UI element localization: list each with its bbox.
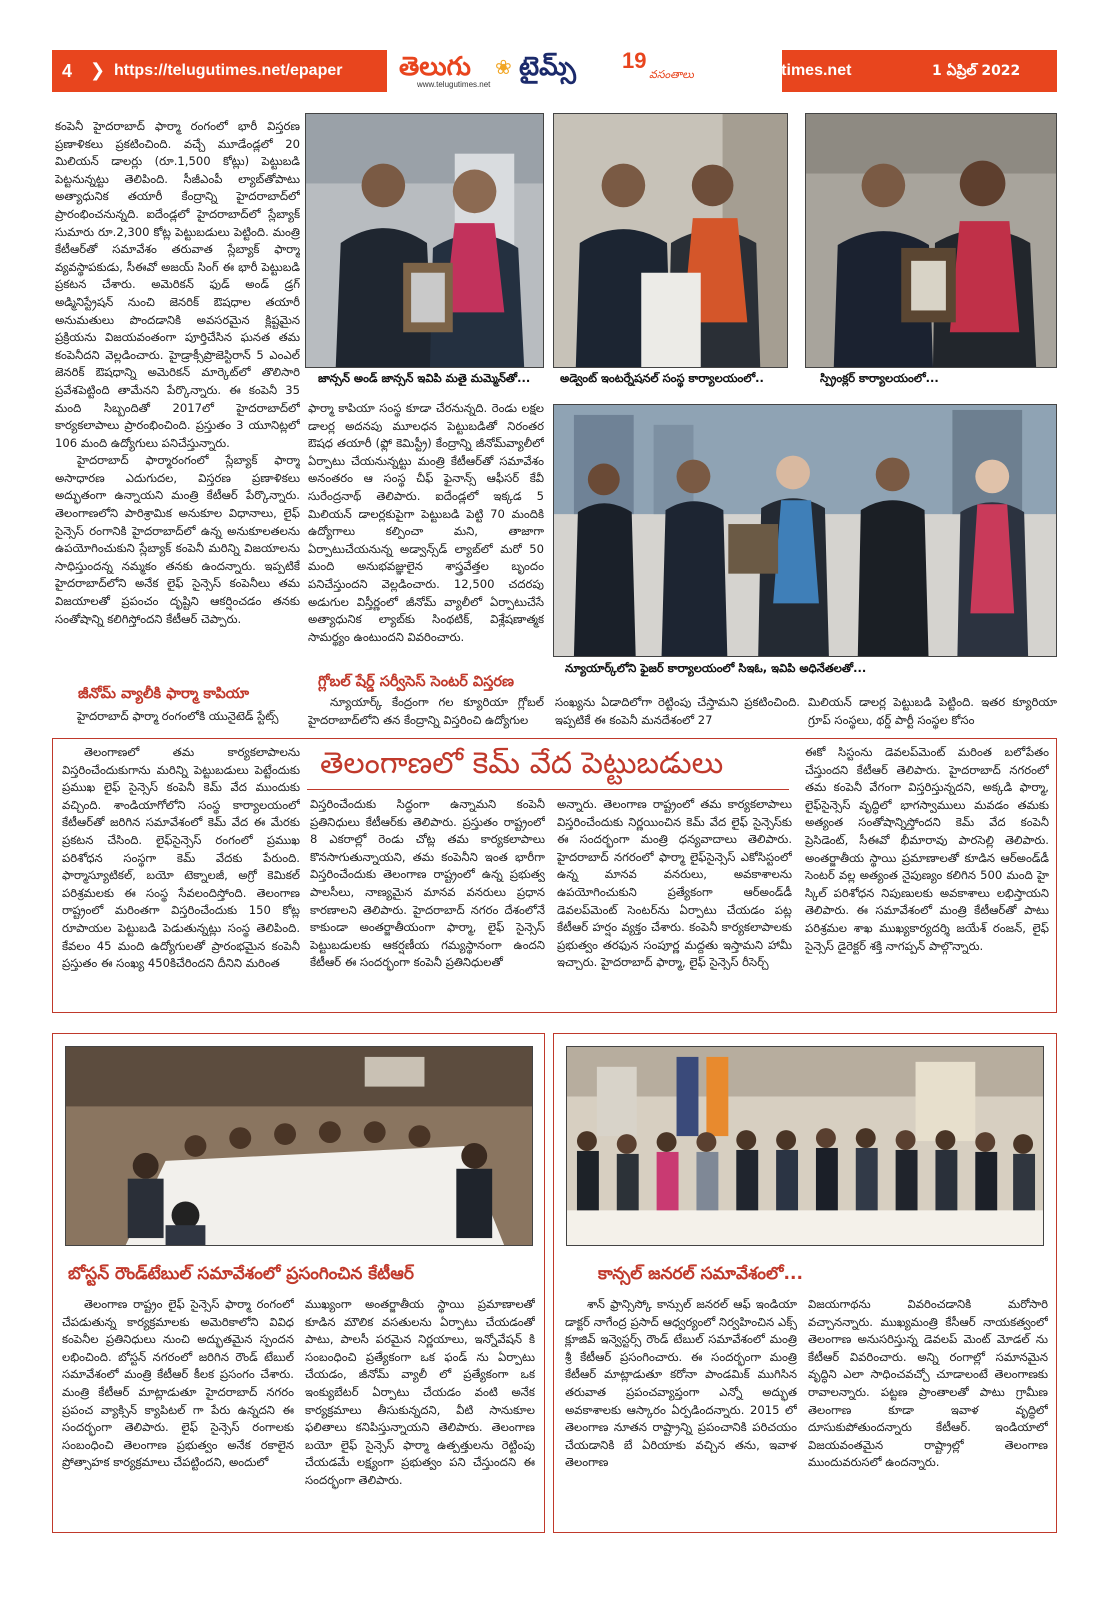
epaper-link[interactable]: https://telugutimes.net/epaper xyxy=(114,62,343,79)
article-paragraph: విస్తరించేందుకు సిద్ధంగా ఉన్నామని కంపెనీ ప్రతినిధులు కేటీఆర్‌కు తెలిపారు. ప్రస్తుతం రాష్ట్రంలో 8 ఎకరాల్లో రెండు చోట్ల తమ కార్యకలాపాలు కొనసాగుతున్నాయని, తమ కంపెనీని ఇంత భారీగా విస్తరించేందుకు తెలంగాణ రాష్ట్రంలో ఉన్న ప్రభుత్వ పాలసీలు, నాణ్యమైన మానవ వనరులు ప్రధాన కారణాలని తెలిపారు. హైదరాబాద్ నగరం దేశంలోనే కాకుండా అంతర్జాతీయంగా ఫార్మా, లైఫ్ సైన్సెస్ పెట్టుబడులకు ఆకర్షణీయ గమ్యస్థానంగా ఉందని కేటీఆర్ ఈ సందర్భంగా కంపెనీ ప్రతినిధులతో xyxy=(310,797,545,970)
article-column-4-tail: మిలియన్ డాలర్ల పెట్టుబడి పెట్టింది. ఇతర క్యూరియా గ్రూప్ సంస్థలు, థర్డ్ పార్టీ సంస్థల కోసం xyxy=(808,695,1057,727)
logo-word-times: టైమ్స్ xyxy=(519,52,576,82)
article-paragraph: కంపెనీ హైదరాబాద్ ఫార్మా రంగంలో భారీ విస్తరణ ప్రణాళికలు ప్రకటించింది. వచ్చే మూడేండ్లలో 20 మిలియన్ డాలర్లు (రూ.1,500 కోట్లు) పెట్టుబడి పెట్టనున్నట్టు తెలిపింది. సీజీఎంపీ ల్యాబ్‌తోపాటు అత్యాధునిక తయారీ కేంద్రాన్ని హైదరాబాద్‌లో ప్రారంభించనున్నది. ఐదేండ్లలో హైదరాబాద్‌లో స్లేబ్యాక్ సుమారు రూ.2,300 కోట్ల పెట్టుబడులు పెట్టింది. మంత్రి కేటీఆర్‌తో సమావేశం తరువాత స్లేబ్యాక్ ఫార్మా వ్యవస్థాపకుడు, సీఈవో అజయ్ సింగ్ ఈ భారీ పెట్టుబడి ప్రకటన చేశారు. అమెరికన్ ఫుడ్ అండ్ డ్రగ్ అడ్మినిస్ట్రేషన్ నుంచి జెనరిక్ ఔషధాల తయారీ అనుమతులు పొందడానికి అవసరమైన క్లిష్టమైన ప్రక్రియను విజయవంతంగా పూర్తిచేసిన ఘనత తమ కంపెనీదని వెల్లడించారు. హైడ్రాక్సీప్రొజెస్టిరాన్ 5 ఎంఎల్ జెనరిక్ ఔషధాన్ని అమెరికన్ మార్కెట్‌లో తొలిసారి ప్రవేశపెట్టింది తామేనని పేర్కొన్నారు. ఈ కంపెనీ 35 మంది సిబ్బందితో 2017లో హైదరాబాద్‌లో కార్యకలాపాలు ప్రారంభించింది. ప్రస్తుతం 3 యూనిట్లలో 106 మంది ఉద్యోగులు పనిచేస్తున్నారు. xyxy=(55,119,300,450)
consul-title: కాన్సల్ జనరల్ సమావేశంలో... xyxy=(598,1264,803,1284)
photo-sprinklr-office xyxy=(805,113,1057,368)
photo-sprinklr-graphic xyxy=(806,114,1056,367)
chemveda-column-3 xyxy=(557,796,792,1006)
photo-advent-graphic xyxy=(554,114,787,367)
chemveda-column-1 xyxy=(62,744,300,1006)
caption-advent: అడ్వెంట్ ఇంటర్నేషనల్ సంస్థ కార్యాలయంలో.. xyxy=(560,371,764,385)
article-paragraph: తెలంగాణ రాష్ట్రం లైఫ్ సైన్సెస్ ఫార్మా రంగంలో చేపడుతున్న కార్యక్రమాలకు అమెరికాలోని వివిధ కంపెనీల ప్రతినిధులు నుంచి అద్భుతమైన స్పందన లభించింది. బోస్టన్ నగరంలో జరిగిన రౌండ్ టేబుల్ సమావేశంలో మంత్రి కేటీఆర్ కీలక ప్రసంగం చేశారు. మంత్రి కేటీఆర్ మాట్లాడుతూ హైదరాబాద్ నగరం ప్రపంచ వ్యాక్సిన్ క్యాపిటల్ గా పేరు ఉన్నదని ఈ సందర్భంగా తెలిపారు. లైఫ్ సైన్సెస్ రంగాలకు సంబంధించి తెలంగాణ ప్రభుత్వం అనేక రకాలైన ప్రోత్సాహక కార్యక్రమాలు చేపట్టిందని, అందులో xyxy=(62,1297,294,1470)
article-paragraph: అన్నారు. తెలంగాణ రాష్ట్రంలో తమ కార్యకలాపాలు విస్తరించేందుకు నిర్ణయించిన కెమ్ వేద లైఫ్ సైన్సెస్‌కు ఈ సందర్భంగా మంత్రి ధన్యవాదాలు తెలిపారు. హైదరాబాద్ నగరంలో ఫార్మా లైఫ్‌సైన్సెస్ ఎకోసిస్టంలో ఉన్న మానవ వనరులు, అవకాశాలను ఉపయోగించుకుని ప్రత్యేకంగా ఆర్‌అండ్‌డీ డెవలప్‌మెంట్ సెంటర్‌ను ఏర్పాటు చేయడం పట్ల కేటీఆర్ హర్షం వ్యక్తం చేశారు. కంపెనీ కార్యకలాపాలకు ప్రభుత్వం తరఫున సంపూర్ణ మద్దతు ఇస్తామని హామీ ఇచ్చారు. హైదరాబాద్ ఫార్మా, లైఫ్ సైన్సెస్ రీసెర్చ్ xyxy=(557,797,792,970)
photo-pfizer-graphic xyxy=(554,405,1056,656)
caption-jnj: జాన్సన్ అండ్ జాన్సన్ ఇవిపి మతై మమ్మెన్‌తో... xyxy=(318,371,531,385)
anniversary-number: 19 xyxy=(622,48,647,73)
chemveda-title: తెలంగాణలో కెమ్ వేద పెట్టుబడులు xyxy=(320,746,724,781)
chemveda-column-4 xyxy=(805,744,1049,1006)
article-column-1 xyxy=(55,118,300,674)
consul-column-1 xyxy=(565,1296,797,1526)
article-column-3-tail: సంఖ్యను ఏడాదిలోగా రెట్టింపు చేస్తామని ప్రకటించింది. ఇప్పటికే ఈ కంపెనీ మనదేశంలో 27 xyxy=(555,695,800,727)
title-divider xyxy=(307,789,789,790)
site-link[interactable]: www.telugutimes.net xyxy=(692,62,852,79)
article-paragraph: హైదరాబాద్ ఫార్మారంగంలో స్లేబ్యాక్ ఫార్మా అసాధారణ ఎదుగుదల, విస్తరణ ప్రణాళికలు అద్భుతంగా ఉన్నాయని మంత్రి కేటీఆర్ పేర్కొన్నారు. తెలంగాణలోని పారిశ్రామిక అనుకూల విధానాలు, లైఫ్ సైన్సెస్ రంగానికి హైదరాబాద్‌లో ఉన్న అనుకూలతలను ఉపయోగించుకుని స్లేబ్యాక్ కంపెనీ మరిన్ని విజయాలను సాధిస్తుందన్న నమ్మకం తనకు ఉందన్నారు. ఇప్పటికే హైదరాబాద్‌లోని అనేక లైఫ్ సైన్సెస్ కంపెనీలు తమ విజయాలతో ప్రపంచం దృష్టిని ఆకర్షించడం తనకు సంతోషాన్ని కలిగిస్తోందని కేటీఆర్ చెప్పారు. xyxy=(55,453,300,626)
subhead-gsc-expansion: గ్లోబల్ షేర్డ్ సర్వీసెస్ సెంటర్ విస్తరణ xyxy=(318,674,514,690)
article-paragraph: విజయగాథను వివరించడానికి మరోసారి వచ్చానన్నారు. ముఖ్యమంత్రి కేసీఆర్ నాయకత్వంలో తెలంగాణ అనుసరిస్తున్న డెవలప్ మెంట్ మోడల్ ను కేటీఆర్ వివరించారు. అన్ని రంగాల్లో సమానమైన వృద్ధిని ఎలా సాధించవచ్చో చూడాలంటే తెలంగాణకు రావాలన్నారు. పట్టణ ప్రాంతాలతో పాటు గ్రామీణ తెలంగాణ కూడా ఇవాళ వృద్ధిలో దూసుకుపోతుందన్నారు కేటీఆర్. ఇండియాలో విజయవంతమైన రాష్ట్రాల్లో తెలంగాణ ముందువరుసలో ఉందన్నారు. xyxy=(808,1297,1048,1470)
photo-jnj-meeting xyxy=(305,113,544,368)
article-paragraph: శాన్ ఫ్రాన్సిస్కో కాన్సుల్ జనరల్ ఆఫ్ ఇండియా డాక్టర్ నాగేంద్ర ప్రసాద్ ఆధ్వర్యంలో నిర్వహించిన ఎక్స్ క్లూజివ్ ఇన్వెస్టర్స్ రౌండ్ టేబుల్ సమావేశంలో మంత్రి శ్రీ కేటీఆర్ ప్రసంగించారు. ఈ సందర్భంగా మంత్రి కేటీఆర్ మాట్లాడుతూ కరోనా పాండమిక్ ముగిసిన తరువాత ప్రపంచవ్యాప్తంగా ఎన్నో అద్భుత అవకాశాలకు ఆస్కారం ఏర్పడిందన్నారు. 2015 లో తెలంగాణ నూతన రాష్ట్రాన్ని ప్రపంచానికి పరిచయం చేయడానికి బే ఏరియాకు వచ్చిన తను, ఇవాళ తెలంగాణ xyxy=(565,1297,797,1470)
photo-boston-graphic xyxy=(66,1047,532,1245)
photo-jnj-graphic xyxy=(306,114,543,367)
article-column-2 xyxy=(308,400,544,668)
anniversary-label: వసంతాలు xyxy=(649,68,694,81)
chevron-right-icon: ❯ xyxy=(90,60,106,81)
article-column-1-tail: హైదరాబాద్ ఫార్మా రంగంలోకి యునైటెడ్ స్టేట్స్ xyxy=(77,709,279,723)
article-paragraph: తెలంగాణలో తమ కార్యకలాపాలను విస్తరించేందుకుగాను మరిన్ని పెట్టుబడులు పెట్టేందుకు ప్రముఖ లైఫ్ సైన్సెస్ కంపెనీ కెమ్ వేద ముందుకు వచ్చింది. శాండియాగోలోని సంస్థ కార్యాలయంలో కేటీఆర్‌తో జరిగిన సమావేశంలో కెమ్ వేద ఈ మేరకు ప్రకటన చేసింది. లైఫ్‌సైన్సెస్ రంగంలో ప్రముఖ పరిశోధన సంస్థగా కెమ్ వేదకు పేరుంది. ఫార్మాస్యూటికల్, బయో టెక్నాలజీ, అగ్రో కెమికల్ పరిశ్రమలకు ఈ సంస్థ సేవలందిస్తోంది. తెలంగాణ రాష్ట్రంలో మరింతగా విస్తరించేందుకు 150 కోట్ల రూపాయల పెట్టుబడి పెడుతున్నట్లు సంస్థ తెలిపింది. కేవలం 45 మంది ఉద్యోగులతో ప్రారంభమైన కంపెనీ ప్రస్తుతం ఈ సంఖ్య 450కిచేరిందని దీనిని మరింత xyxy=(62,745,300,971)
page-number: 4 xyxy=(62,61,73,81)
photo-pfizer-office xyxy=(553,404,1057,657)
article-paragraph: ఫార్మా కాపియా సంస్థ కూడా చేరనున్నది. రెండు లక్షల డాలర్ల అదనపు మూలధన పెట్టుబడితో నిరంతర ఔషధ తయారీ (ఫ్లో కెమిస్ట్రీ) కేంద్రాన్ని జీనోమ్‌వ్యాలీలో ఏర్పాటు చేయనున్నట్టు మంత్రి కేటీఆర్‌తో సమావేశం అనంతరం ఆ సంస్థ చీఫ్ ఫైనాన్స్ ఆఫీసర్ కేవీ సురేంద్రనాథ్ తెలిపారు. ఐదేండ్లలో ఇక్కడ 5 మిలియన్ డాలర్లకుపైగా పెట్టుబడి పెట్టి 70 మందికి ఉద్యోగాలు కల్పించా మని, తాజాగా ఏర్పాటుచేయనున్న అడ్వాన్స్‌డ్ ల్యాబ్‌లో మరో 50 మంది అనుభవజ్ఞులైన శాస్త్రవేత్తల బృందం పనిచేస్తుందని వెల్లడించారు. 12,500 చదరపు అడుగుల విస్తీర్ణంలో జీనోమ్ వ్యాలీలో ఏర్పాటుచేసే అత్యాధునిక ల్యాబ్‌కు సింథటిక్, విశ్లేషణాత్మక సామర్థ్యం ఉంటుందని వివరించారు. xyxy=(308,401,544,644)
photo-consul-general xyxy=(566,1046,1044,1246)
article-paragraph: ఈకో సిస్టంను డెవలప్‌మెంట్ మరింత బలోపేతం చేస్తుందని కేటీఆర్ తెలిపారు. హైదరాబాద్ నగరంలో తమ కంపెనీ వేగంగా విస్తరిస్తున్నదని, అక్కడి ఫార్మా, లైఫ్‌సైన్సెస్ వృద్ధిలో భాగస్వాములు మవడం తమకు అత్యంత సంతోషాన్నిస్తోందని కెమ్ వేద కంపెనీ ప్రెసిడెంట్, సీఈవో భీమారావు పారసెల్లి తెలిపారు. అంతర్జాతీయ స్థాయి ప్రమాణాలతో కూడిన ఆర్‌అండ్‌డీ సెంటర్ వల్ల అత్యంత నైపుణ్యం కలిగిన 500 మంది హై స్కిల్ పరిశోధన నిపుణులకు అవకాశాలు లభిస్తాయని తెలిపారు. ఈ సమావేశంలో మంత్రి కేటీఆర్‌తో పాటు పరిశ్రమల శాఖ ముఖ్యకార్యదర్శి జయేశ్ రంజన్, లైఫ్ సైన్సెస్ డైరెక్టర్ శక్తి నాగప్పన్ పాల్గొన్నారు. xyxy=(805,745,1049,953)
consul-column-2 xyxy=(808,1296,1048,1526)
caption-sprinklr: స్ప్రింక్లర్ కార్యాలయంలో... xyxy=(820,371,939,385)
boston-title: బోస్టన్ రౌండ్‌టేబుల్ సమావేశంలో ప్రసంగించిన కేటీఆర్ xyxy=(68,1264,414,1284)
subhead-genome-valley: జీనోమ్ వ్యాలీకి ఫార్మా కాపియా xyxy=(78,686,250,702)
photo-advent-office xyxy=(553,113,788,368)
flower-icon: ❀ xyxy=(495,55,512,79)
boston-column-1 xyxy=(62,1296,294,1526)
photo-consul-graphic xyxy=(567,1047,1043,1245)
logo-word-telugu: తెలుగు xyxy=(399,52,471,82)
logo-url: www.telugutimes.net xyxy=(417,80,491,89)
page-header xyxy=(52,50,1057,92)
caption-pfizer: న్యూయార్క్‌లోని ఫైజర్ కార్యాలయంలో సిఇఓ, ఇవిపి అధినేతలతో... xyxy=(565,661,867,675)
photo-boston-roundtable xyxy=(65,1046,533,1246)
chemveda-column-2 xyxy=(310,796,545,1006)
article-paragraph: ముఖ్యంగా అంతర్జాతీయ స్థాయి ప్రమాణాలతో కూడిన మౌలిక వసతులను ఏర్పాటు చేయడంతో పాటు, పాలసీ పరమైన నిర్ణయాలు, ఇన్నోవేషన్ కి సంబంధించి ప్రత్యేకంగా ఒక ఫండ్ ను ఏర్పాటు చేయడం, జీనోమ్ వ్యాలీ లో ప్రత్యేకంగా ఒక ఇంక్యుబేటర్ ఏర్పాటు చేయడం వంటి అనేక కార్యక్రమాలు తీసుకున్నదని, వీటి సానుకూల ఫలితాలు కనిపిస్తున్నాయని తెలిపారు. తెలంగాణ బయో లైఫ్ సైన్సెస్ ఫార్మా ఉత్పత్తులను రెట్టింపు చేయడమే లక్ష్యంగా ప్రభుత్వం పని చేస్తుందని ఈ సందర్భంగా తెలిపారు. xyxy=(305,1297,535,1487)
article-column-2-tail: న్యూయార్క్ కేంద్రంగా గల క్యూరియా గ్లోబల్ హైదరాబాద్‌లోని తన కేంద్రాన్ని విస్తరించి ఉద్యోగుల xyxy=(308,695,544,727)
issue-date: 1 ఏప్రిల్ 2022 xyxy=(932,63,1021,79)
boston-column-2 xyxy=(305,1296,535,1526)
